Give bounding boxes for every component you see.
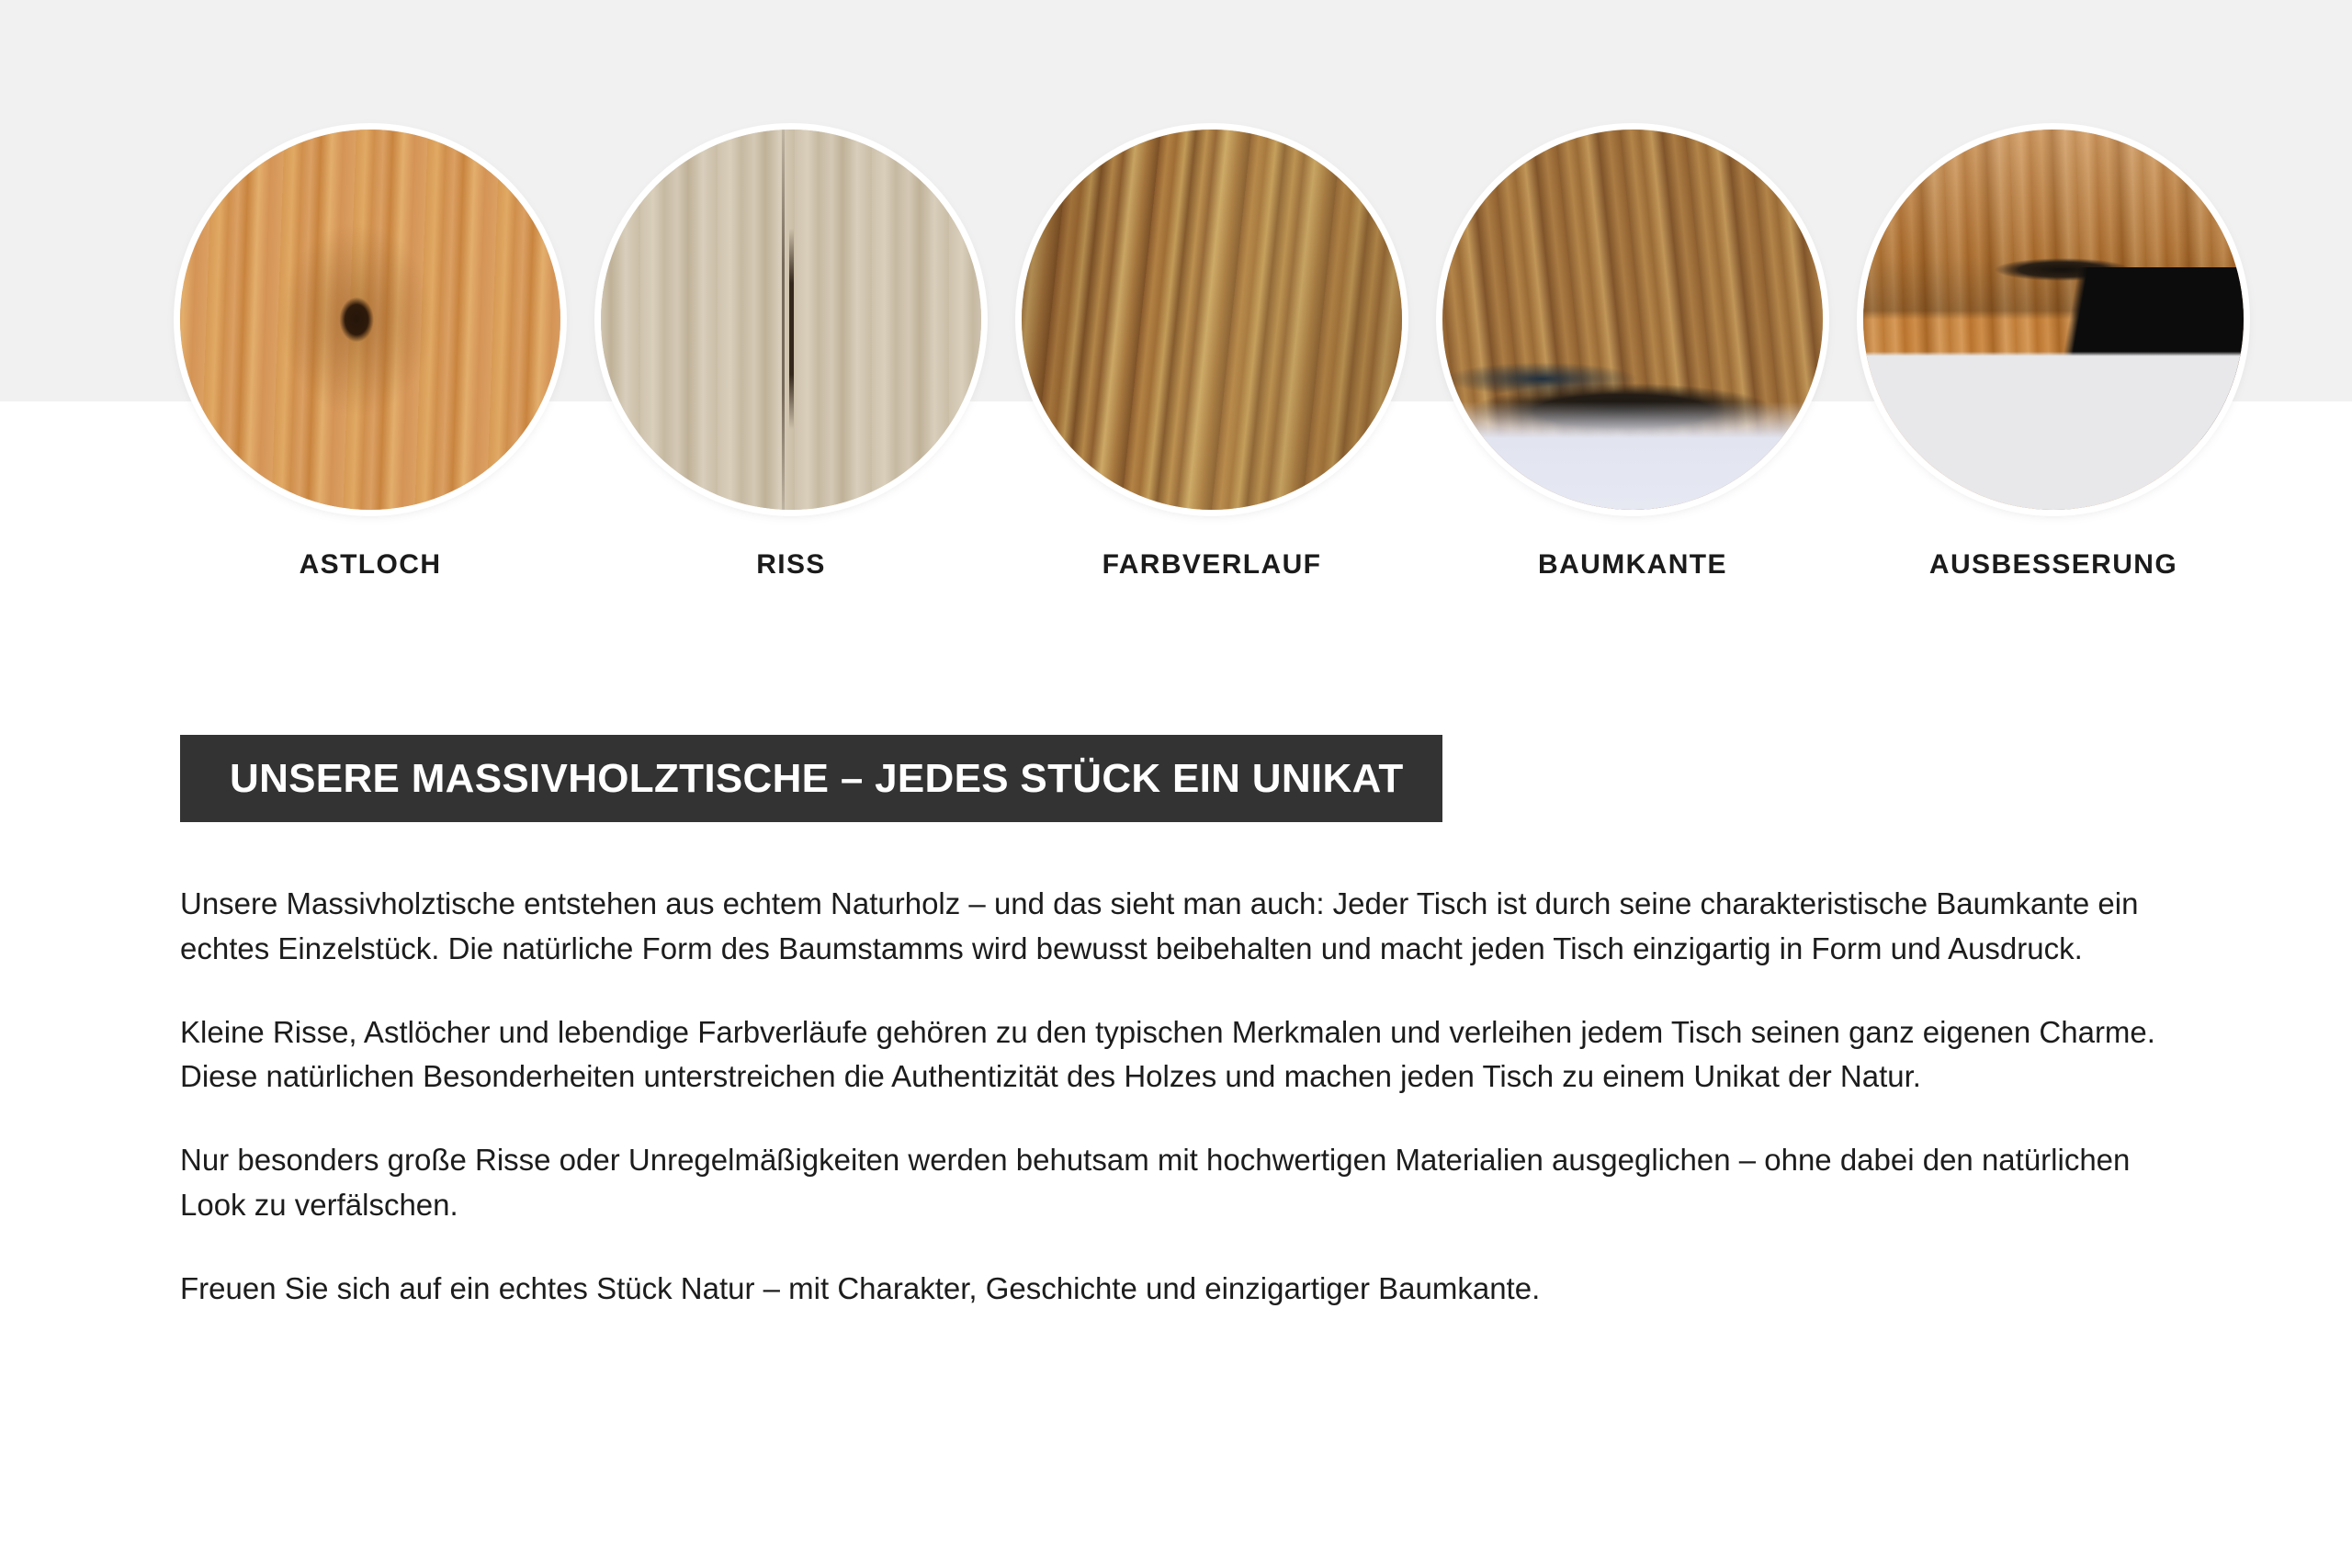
circle-wrap-astloch bbox=[180, 96, 560, 544]
wood-knot-photo bbox=[180, 130, 560, 510]
paragraph-1: Unsere Massivholztische entstehen aus echtem Naturholz – und das sieht man auch: Jeder Tisch ist durch seine charakteristische Baumkante ein echtes Einzelstück. Die natürliche Form des Baumstamms wird bewusst beibehalten und macht jeden Tisch einzigartig in Form und Ausdruck. bbox=[180, 886, 2139, 965]
feature-item-astloch bbox=[180, 96, 560, 581]
wood-colour-gradient-photo bbox=[1022, 130, 1402, 510]
body-copy bbox=[180, 882, 2165, 1312]
feature-item-baumkante bbox=[1442, 96, 1823, 581]
feature-item-farbverlauf bbox=[1022, 96, 1402, 581]
feature-label-baumkante: BAUMKANTE bbox=[1538, 549, 1727, 580]
paragraph-4: Freuen Sie sich auf ein echtes Stück Natur – mit Charakter, Geschichte und einzigartiger Baumkante. bbox=[180, 1270, 1541, 1305]
feature-circle-gallery bbox=[180, 96, 2192, 647]
wood-crack-photo bbox=[601, 130, 981, 510]
paragraph-3: Nur besonders große Risse oder Unregelmäßigkeiten werden behutsam mit hochwertigen Materialien ausgeglichen – ohne dabei den natürlichen Look zu verfälschen. bbox=[180, 1143, 2131, 1223]
paragraph-2: Kleine Risse, Astlöcher und lebendige Farbverläufe gehören zu den typischen Merkmalen und verleihen jedem Tisch seinen ganz eigenen Charme. Diese natürlichen Besonderheiten unterstreichen die Authentizität des Holzes und machen jeden Tisch zu einem Unikat der Natur. bbox=[180, 1014, 2155, 1094]
circle-wrap-baumkante bbox=[1442, 96, 1823, 544]
wood-knot-texture bbox=[180, 130, 560, 510]
wood-colour-gradient-texture bbox=[1022, 130, 1402, 510]
feature-label-riss: RISS bbox=[756, 549, 826, 580]
wood-repair-photo bbox=[1863, 130, 2244, 510]
wood-crack-texture bbox=[601, 130, 981, 510]
feature-item-riss bbox=[601, 96, 981, 581]
section-heading-bar bbox=[180, 735, 1442, 822]
live-edge-photo bbox=[1442, 130, 1823, 510]
live-edge-texture bbox=[1442, 130, 1823, 510]
wood-repair-texture bbox=[1863, 130, 2244, 510]
circle-wrap-ausbesserung bbox=[1863, 96, 2244, 544]
feature-label-farbverlauf: FARBVERLAUF bbox=[1102, 549, 1322, 580]
feature-item-ausbesserung bbox=[1863, 96, 2244, 581]
circle-wrap-farbverlauf bbox=[1022, 96, 1402, 544]
page-title: UNSERE MASSIVHOLZTISCHE – JEDES STÜCK EIN UNIKAT bbox=[230, 755, 1404, 801]
circle-wrap-riss bbox=[601, 96, 981, 544]
feature-label-ausbesserung: AUSBESSERUNG bbox=[1928, 549, 2178, 580]
feature-label-astloch: ASTLOCH bbox=[299, 549, 442, 580]
